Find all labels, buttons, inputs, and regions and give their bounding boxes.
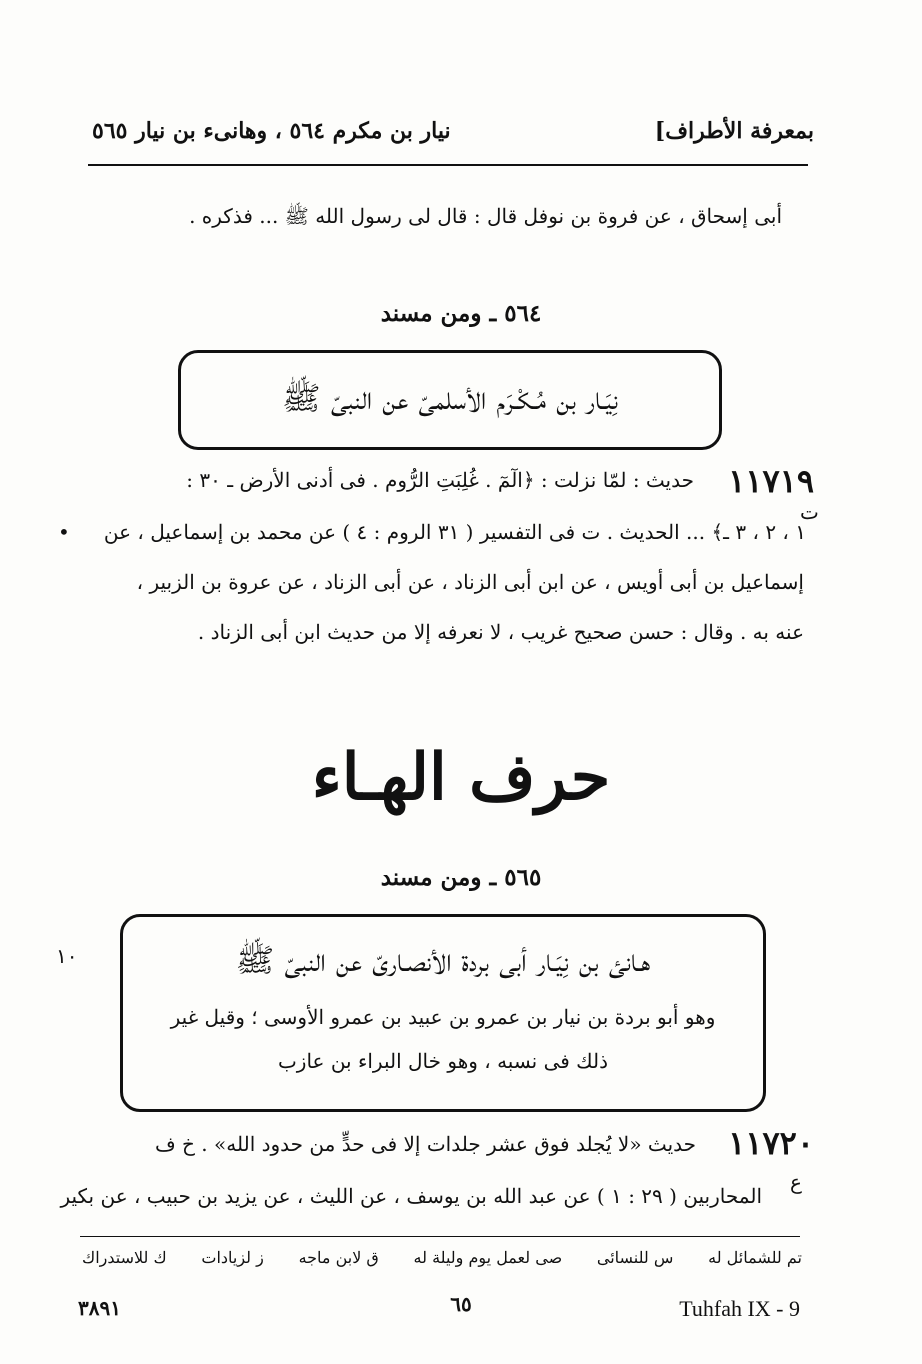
hadith-11719-line-3: إسماعيل بن أبى أويس ، عن ابن أبى الزناد ، عن أبى الزناد ، عن عروة بن الزبير ، bbox=[136, 570, 804, 594]
hadith-number-11720: ١١٧٢٠ bbox=[728, 1124, 814, 1162]
hadith-number-11719: ١١٧١٩ bbox=[728, 462, 814, 500]
footnote-abbreviations bbox=[82, 1248, 802, 1267]
intro-line: أبى إسحاق ، عن فروة بن نوفل قال : قال لى رسول الله ﷺ ... فذكره . bbox=[189, 204, 782, 228]
footnote-item: صى لعمل يوم وليلة له bbox=[413, 1248, 563, 1267]
footnote-item: س للنسائى bbox=[596, 1248, 674, 1267]
margin-mark-ain: ع bbox=[790, 1170, 802, 1194]
footer-book-label: Tuhfah IX - 9 bbox=[679, 1296, 800, 1321]
hadith-11719-line-2: ١ ، ٢ ، ٣ ـ﴾ ... الحديث . ت فى التفسير ( ٣١ الروم : ٤ ) عن محمد بن إسماعيل ، عن bbox=[103, 520, 806, 544]
footnote-item: ز لزيادات bbox=[201, 1248, 264, 1267]
hadith-11720-line-2: المحاربين ( ٢٩ : ١ ) عن عبد الله بن يوسف ، عن الليث ، عن يزيد بن حبيب ، عن بكير bbox=[60, 1184, 762, 1208]
header-right-title: بمعرفة الأطراف] bbox=[654, 118, 814, 144]
section-565-box-line-2: ذلك فى نسبه ، وهو خال البراء بن عازب bbox=[277, 1049, 609, 1073]
margin-bullet: • bbox=[58, 520, 70, 544]
section-565-box-title: هـانئ بن نِيَـار أبى بردة الأنصـارىّ عن النبىّ ﷺ bbox=[235, 941, 651, 979]
chapter-heading: حرف الهـاء bbox=[311, 740, 611, 815]
footnote-item: تم للشمائل له bbox=[708, 1248, 802, 1267]
section-565-title: ٥٦٥ ـ ومن مسند bbox=[380, 864, 542, 891]
section-564-box-title: نِيَـار بن مُـكْـرَم الأسلمىّ عن النبىّ ﷺ bbox=[282, 379, 618, 417]
margin-number-10: ١٠ bbox=[56, 944, 78, 968]
footnote-divider bbox=[80, 1236, 800, 1237]
section-564-box bbox=[178, 350, 722, 450]
footnote-item: ك للاستدراك bbox=[82, 1248, 167, 1267]
hadith-11720-line-1: حديث «لا يُجلد فوق عشر جلدات إلا فى حدٍّ من حدود الله» . خ ف bbox=[154, 1132, 696, 1156]
footnote-item: ق لابن ماجه bbox=[298, 1248, 379, 1267]
section-565-box-line-1: وهو أبو بردة بن نيار بن عمرو بن عبيد بن عمرو الأوسى ؛ وقيل غير bbox=[170, 1005, 716, 1029]
section-565-box bbox=[120, 914, 766, 1112]
hadith-11719-line-4: عنه به . وقال : حسن صحيح غريب ، لا نعرفه إلا من حديث ابن أبى الزناد . bbox=[197, 620, 804, 644]
hadith-11719-line-1: حديث : لمّا نزلت : ﴿الٓمٓ . غُلِبَتِ الرُّوم . فى أدنى الأرض ـ ٣٠ : bbox=[186, 468, 694, 492]
margin-mark-ta: ت bbox=[800, 500, 819, 524]
section-564-title: ٥٦٤ ـ ومن مسند bbox=[380, 300, 542, 327]
header-left-title: نيار بن مكرم ٥٦٤ ، وهانىء بن نيار ٥٦٥ bbox=[92, 118, 451, 144]
footer-left-number: ٣٨٩١ bbox=[78, 1296, 121, 1320]
header-divider bbox=[88, 164, 808, 166]
page-number: ٦٥ bbox=[450, 1292, 472, 1316]
